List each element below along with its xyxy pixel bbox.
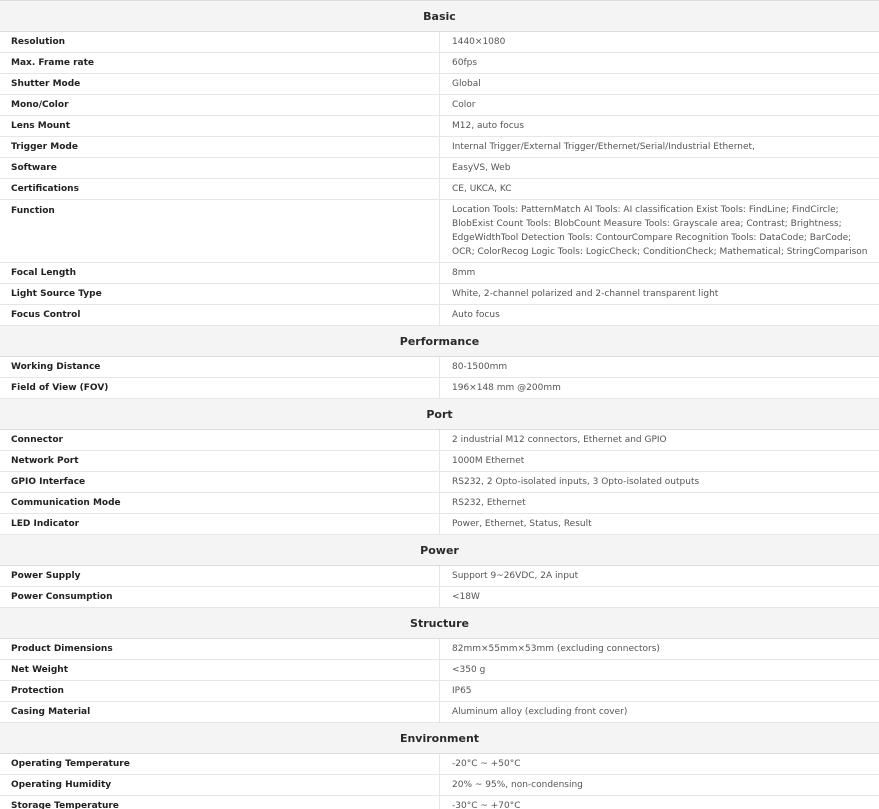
spec-label: Shutter Mode <box>0 74 440 95</box>
spec-label: Trigger Mode <box>0 137 440 158</box>
spec-row <box>0 378 879 399</box>
spec-row <box>0 158 879 179</box>
spec-label: Product Dimensions <box>0 639 440 660</box>
section-title: Performance <box>0 326 879 357</box>
spec-row <box>0 472 879 493</box>
spec-value: 80-1500mm <box>440 357 879 378</box>
section-header-performance <box>0 326 879 357</box>
spec-value: 82mm×55mm×53mm (excluding connectors) <box>440 639 879 660</box>
spec-row <box>0 179 879 200</box>
spec-value: M12, auto focus <box>440 116 879 137</box>
spec-row <box>0 681 879 702</box>
spec-table-body <box>0 1 879 809</box>
spec-value: White, 2-channel polarized and 2-channel transparent light <box>440 284 879 305</box>
spec-row <box>0 305 879 326</box>
spec-value: Color <box>440 95 879 116</box>
spec-label: GPIO Interface <box>0 472 440 493</box>
spec-row <box>0 263 879 284</box>
spec-label: Power Supply <box>0 566 440 587</box>
spec-value: <350 g <box>440 660 879 681</box>
spec-row <box>0 116 879 137</box>
spec-label: Lens Mount <box>0 116 440 137</box>
spec-label: Protection <box>0 681 440 702</box>
spec-value: CE, UKCA, KC <box>440 179 879 200</box>
section-header-power <box>0 535 879 566</box>
section-title: Port <box>0 399 879 430</box>
spec-label: Software <box>0 158 440 179</box>
spec-row <box>0 32 879 53</box>
spec-label: Function <box>0 200 440 263</box>
section-title: Structure <box>0 608 879 639</box>
spec-label: Communication Mode <box>0 493 440 514</box>
spec-label: Light Source Type <box>0 284 440 305</box>
spec-value: Auto focus <box>440 305 879 326</box>
spec-value: Global <box>440 74 879 95</box>
spec-value: 196×148 mm @200mm <box>440 378 879 399</box>
section-title: Environment <box>0 723 879 754</box>
spec-row <box>0 660 879 681</box>
spec-value: RS232, Ethernet <box>440 493 879 514</box>
spec-label: Operating Temperature <box>0 754 440 775</box>
spec-row <box>0 587 879 608</box>
spec-row <box>0 200 879 263</box>
spec-row <box>0 53 879 74</box>
section-title: Basic <box>0 1 879 32</box>
spec-row <box>0 514 879 535</box>
spec-value: 20% ~ 95%, non-condensing <box>440 775 879 796</box>
spec-label: Casing Material <box>0 702 440 723</box>
spec-value: -30°C ~ +70°C <box>440 796 879 809</box>
spec-row <box>0 702 879 723</box>
spec-row <box>0 284 879 305</box>
spec-value: -20°C ~ +50°C <box>440 754 879 775</box>
section-header-basic <box>0 1 879 32</box>
spec-label: Working Distance <box>0 357 440 378</box>
spec-row <box>0 74 879 95</box>
spec-value: RS232, 2 Opto-isolated inputs, 3 Opto-isolated outputs <box>440 472 879 493</box>
spec-row <box>0 639 879 660</box>
spec-value: 8mm <box>440 263 879 284</box>
spec-label: Power Consumption <box>0 587 440 608</box>
spec-value: Location Tools: PatternMatch AI Tools: AI classification Exist Tools: FindLine; FindCircle; BlobExist Count Tools: BlobCount Measure Tools: Grayscale area; Contrast; Brightness; EdgeWidthTool Detection Tools: ContourCompare Recognition Tools: DataCode; BarCode; OCR; ColorRecog Logic Tools: LogicCheck; ConditionCheck; Mathematical; StringComparison <box>440 200 879 263</box>
spec-label: Field of View (FOV) <box>0 378 440 399</box>
spec-value: Power, Ethernet, Status, Result <box>440 514 879 535</box>
spec-label: Connector <box>0 430 440 451</box>
spec-row <box>0 357 879 378</box>
spec-label: Resolution <box>0 32 440 53</box>
spec-row <box>0 430 879 451</box>
spec-row <box>0 137 879 158</box>
spec-value: IP65 <box>440 681 879 702</box>
spec-label: LED Indicator <box>0 514 440 535</box>
spec-row <box>0 796 879 809</box>
spec-value: EasyVS, Web <box>440 158 879 179</box>
spec-row <box>0 775 879 796</box>
spec-label: Mono/Color <box>0 95 440 116</box>
spec-label: Storage Temperature <box>0 796 440 809</box>
spec-value: 1440×1080 <box>440 32 879 53</box>
spec-value: 60fps <box>440 53 879 74</box>
spec-row <box>0 451 879 472</box>
spec-label: Max. Frame rate <box>0 53 440 74</box>
section-title: Power <box>0 535 879 566</box>
spec-value: <18W <box>440 587 879 608</box>
spec-label: Network Port <box>0 451 440 472</box>
spec-row <box>0 95 879 116</box>
spec-label: Certifications <box>0 179 440 200</box>
spec-value: 2 industrial M12 connectors, Ethernet and GPIO <box>440 430 879 451</box>
section-header-structure <box>0 608 879 639</box>
spec-label: Focus Control <box>0 305 440 326</box>
spec-value: Aluminum alloy (excluding front cover) <box>440 702 879 723</box>
spec-label: Net Weight <box>0 660 440 681</box>
spec-label: Focal Length <box>0 263 440 284</box>
spec-row <box>0 493 879 514</box>
spec-value: Internal Trigger/External Trigger/Ethernet/Serial/Industrial Ethernet, <box>440 137 879 158</box>
section-header-environment <box>0 723 879 754</box>
spec-row <box>0 566 879 587</box>
spec-value: 1000M Ethernet <box>440 451 879 472</box>
spec-label: Operating Humidity <box>0 775 440 796</box>
section-header-port <box>0 399 879 430</box>
spec-value: Support 9~26VDC, 2A input <box>440 566 879 587</box>
spec-row <box>0 754 879 775</box>
